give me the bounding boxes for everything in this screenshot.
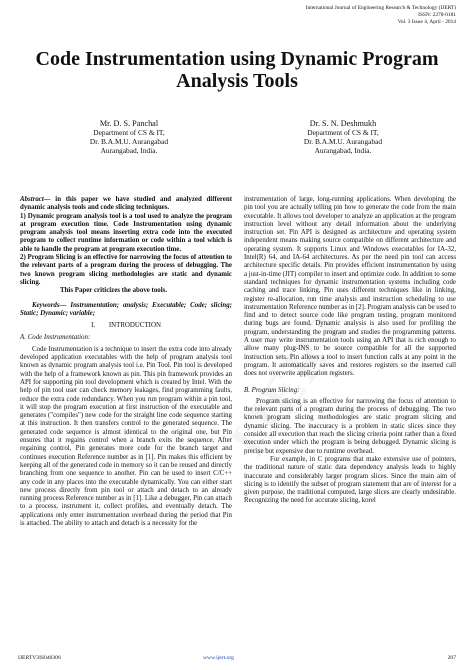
author-univ: Dr. B.A.M.U. Aurangabad: [89, 137, 169, 146]
page-footer: [18, 655, 456, 665]
section-heading-introduction: I. INTRODUCTION: [91, 322, 161, 330]
journal-url[interactable]: www.ijert.org: [203, 655, 234, 661]
journal-header: [306, 5, 456, 26]
abstract-point-1: 1) Dynamic program analysis tool is a tool used to analyze the program at program execution time. Code Instrumentation using dynamic program analysis tool means inserting extra code into the executed program to collect runtime information or code within a tool which is able to handle the program at program execution time.: [20, 212, 232, 253]
abstract-point-2: 2) Program Slicing is an effective for narrowing the focus of attention to the relevant parts of a program during the process of debugging. The two known program slicing methodologies are static and dynamic slicing.: [20, 254, 232, 286]
author-name: Mr. D. S. Panchal: [99, 119, 159, 128]
journal-name: International Journal of Engineering Research & Technology (IJERT): [305, 5, 456, 11]
author-univ: Dr. B.A.M.U. Aurangabad: [303, 137, 383, 146]
body-paragraph: instrumentation of large, long-running applications. When developing the pin tool you are actually telling pin how to generate the code from the main executable. It allows tool developer to analyze an application at the program instruction level without any detail information about the underlying instruction set. Pin API is designed as architecture and operating system independent means making source compatible on different architecture and operating system. It supports Linux and Windows executables for IA-32, Intel(R) 64, and IA-64 architectures. As per the need pin tool can access architecture specific details. Pin provides efficient instrumentation by using a just-in-time (JIT) compiler to insert and optimize code. In addition to some standard techniques for dynamic instrumentation systems including code caching and trace linking, Pin uses different techniques like in linking, register re-allocation, run time analysis and instruction scheduling to use instrumentation Reference number as in [2]. Program analysis can be used to find and to detect source code like program testing, program monitored during bugs are found. Dynamic analysis is also used for profiling the program, understanding the program and studies the programming patterns. A user may write instrumentation tools using an API that is rich enough to allow many plug-INS to be source compatible for all the supported instruction sets. Pin allows a tool to insert function calls at any point in the program. It automatically saves and restores registers so the inserted call does not overwrite application registers.: [244, 196, 457, 378]
left-column: [20, 196, 232, 528]
author-dept: Department of CS & IT,: [307, 128, 379, 137]
body-paragraph: Code Instrumentation is a technique to insert the extra code into already developed application executables with the help of program analysis tool known as dynamic program analysis tool i.e. Pin Tool. Pin tool is developed with the help of a framework known as pin. This pin framework provides an API for supporting pin tool development which is created by Intel. With the help of pin tool user can check memory leakages, find programming faults, reduce the extra code redundancy. When you run program within a pin tool, it will stop the program execution at first instruction of the executable and generates ("compiles") new code for the straight line code sequence starting at this instruction. It then transfers control to the generated sequence. The generated code sequence is almost identical to the original one, but Pin ensures that it regains control when a branch exits the sequence. After regaining control, Pin generates more code for the branch target and continues execution Reference number as in [1]. Pin makes this efficient by keeping all of the generated code in memory so it can be reused and directly branching from one sequence to another. Pin can be used to insert C/C++ any code in any places into the executable dynamically. You can either start new process directly from pin tool or attach and detach to an already running process Reference number as in [1]. Like a debugger, Pin can attach to a process, instrument it, collect profiles, and eventually detach. The applications only enter instrumentation overhead during the period that Pin is attached. The ability to attach and detach is a necessity for the: [20, 345, 232, 527]
subsection-heading-program-slicing: B. Program Slicing:: [244, 386, 300, 394]
page-title: [0, 48, 474, 92]
author-dept: Department of CS & IT,: [93, 128, 165, 137]
body-paragraph: Program slicing is an effective for narrowing the focus of attention to the relevant parts of a program during the process of debugging. The two known program slicing methodologies are static program slicing and dynamic slicing. The inaccuracy is a problem in static slices since they consider all execution that reach the slicing criteria point rather than a fixed execution under which the program is being debugged. Dynamic slicing is precise but expensive due to runtime overhead.: [244, 397, 456, 455]
paper-id: IJERTV3IS040306: [18, 655, 61, 661]
author-city: Aurangabad, India.: [314, 146, 372, 155]
journal-issn: ISSN: 2278-0181: [418, 12, 456, 18]
journal-issue: Vol. 3 Issue 4, April - 2014: [397, 19, 456, 25]
abstract-intro: Abstract— in this paper we have studied and analyzed different dynamic analysis tools and code slicing techniques.: [20, 196, 232, 212]
author-name: Dr. S. N. Deshmukh: [309, 119, 377, 128]
title-line-1: Code Instrumentation using Dynamic Program: [35, 48, 439, 70]
title-line-2: Analysis Tools: [176, 70, 298, 92]
right-column: [244, 196, 456, 506]
keywords-label: Keywords—: [32, 301, 67, 309]
author-1: [44, 119, 214, 155]
author-city: Aurangabad, India.: [100, 146, 158, 155]
subsection-heading-code-instrumentation: A. Code Instrumentation:: [20, 334, 91, 342]
page-number: 207: [447, 655, 456, 661]
keywords: Keywords— Instrumentation; analysis; Executable; Code; slicing; Static; Dynamic; variable;: [20, 301, 234, 317]
body-paragraph: For example, in C programs that make extensive use of pointers, the traditional nature of static data dependency analysis leads to highly inaccurate and considerably larger program slices. Since the main aim of slicing is to identify the subset of program statement that are of interest for a given purpose, the traditional computed, large slices are clearly undesirable. Recognizing the need for accurate slicing, korel: [244, 455, 456, 505]
abstract-label: Abstract—: [20, 196, 51, 203]
author-2: [258, 119, 428, 155]
abstract-conclusion: This Paper criticizes the above tools.: [60, 287, 168, 295]
